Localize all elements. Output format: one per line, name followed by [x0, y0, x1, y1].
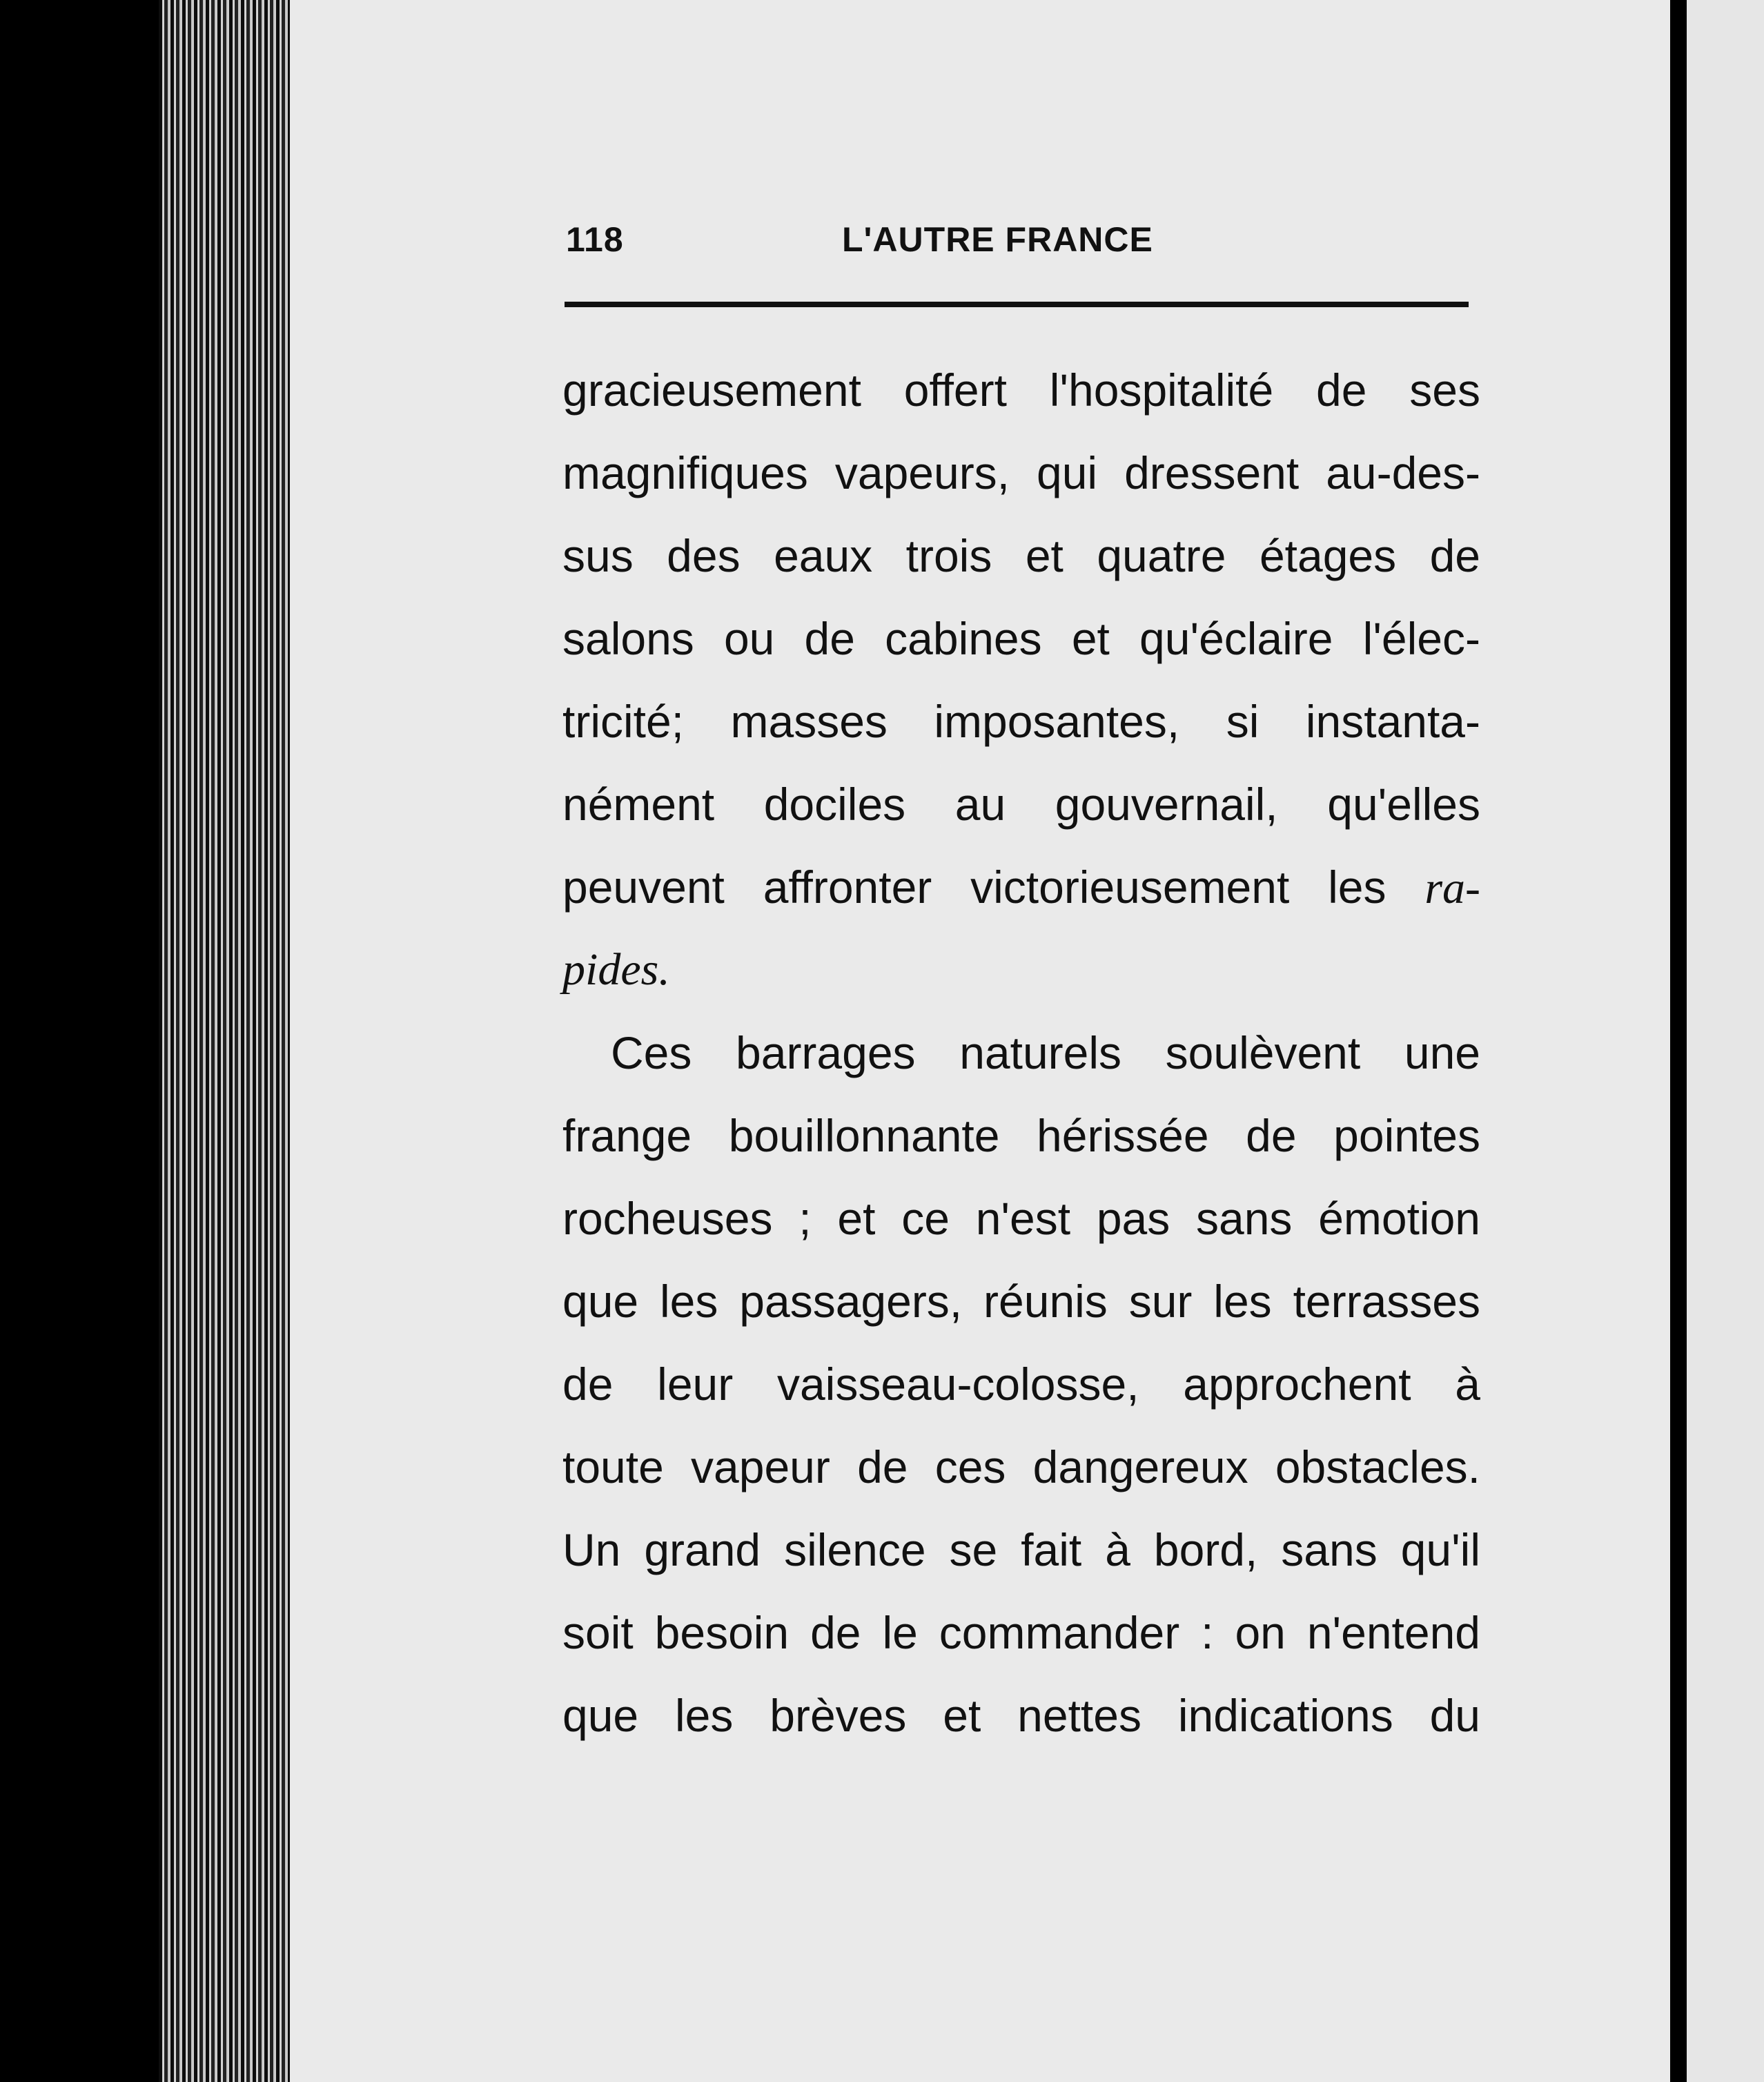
italic-word: ra-	[1424, 863, 1480, 913]
text-line: Ces barrages naturels soulèvent une	[611, 1027, 1480, 1078]
text-line: magnifiques vapeurs, qui dressent au-des-	[562, 447, 1480, 498]
text-line: que les passagers, réunis sur les terrasses	[562, 1276, 1480, 1327]
text-line: soit besoin de le commander : on n'entend	[562, 1607, 1480, 1658]
text-line: salons ou de cabines et qu'éclaire l'élec-	[562, 613, 1480, 664]
text-line-with-italic	[562, 846, 1480, 928]
text-line: Un grand silence se fait à bord, sans qu'il	[562, 1524, 1480, 1575]
page-header	[566, 220, 1470, 268]
scan-border	[0, 0, 159, 2082]
book-gutter	[0, 0, 297, 2082]
text-line: de leur vaisseau-colosse, approchent à	[562, 1359, 1480, 1410]
text-line: frange bouillonnante hérissée de pointes	[562, 1110, 1480, 1161]
right-page-edge	[1670, 0, 1687, 2082]
text-line: sus des eaux trois et quatre étages de	[562, 530, 1480, 581]
text-line: toute vapeur de ces dangereux obstacles.	[562, 1441, 1480, 1492]
text-line: rocheuses ; et ce n'est pas sans émotion	[562, 1193, 1480, 1244]
text-line: que les brèves et nettes indications du	[562, 1690, 1480, 1741]
facing-page-margin	[1687, 0, 1764, 2082]
text-line: nément dociles au gouvernail, qu'elles	[562, 779, 1480, 830]
text-line-part: peuvent affronter victorieusement les	[562, 862, 1386, 913]
body-text	[562, 349, 1480, 1757]
header-rule	[565, 302, 1469, 307]
running-title: L'AUTRE FRANCE	[842, 220, 1153, 259]
page-number: 118	[566, 220, 624, 259]
italic-line: pides.	[562, 944, 670, 995]
text-line: tricité; masses imposantes, si instanta-	[562, 696, 1480, 747]
text-line: gracieusement offert l'hospitalité de ses	[562, 364, 1480, 416]
page-edges	[159, 0, 297, 2082]
